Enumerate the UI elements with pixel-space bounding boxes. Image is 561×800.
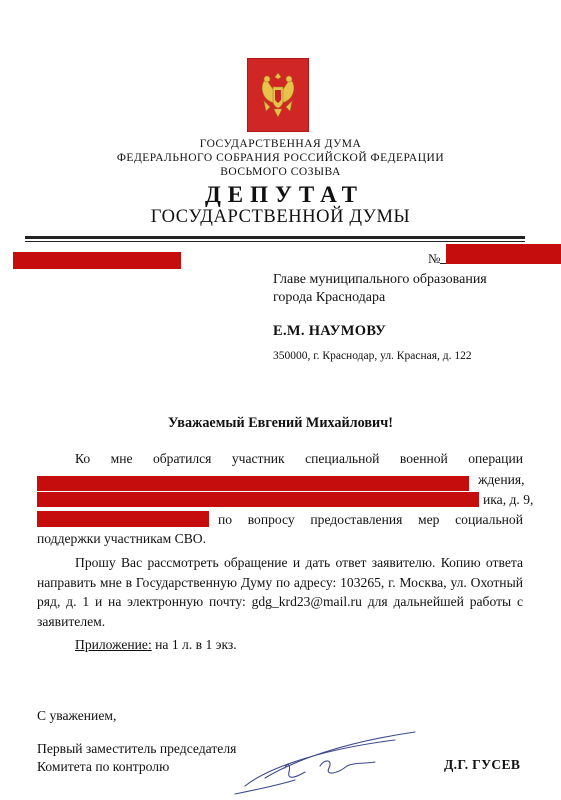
body-p1-line4: поддержки участникам СВО. (37, 531, 206, 546)
letterhead-line-1: ГОСУДАРСТВЕННАЯ ДУМА (199, 138, 362, 150)
redaction-line-2 (37, 476, 469, 491)
signatory-position-line-1: Первый заместитель председателя (37, 741, 237, 756)
redaction-line-3 (37, 492, 479, 507)
body-p1-line1: Ко мне обратился участник специальной военной операции (75, 451, 523, 466)
body-p2: Прошу Вас рассмотреть обращение и дать ответ заявителю. Копию ответа направить мне в Государственную Думу по адресу: 103265, г. Москва, ул. Охотный ряд, д. 1 и на электронную почту: gdg_krd23@mail.ru для дальнейшей работы с заявителем. (37, 555, 523, 629)
letterhead-line-3: ВОСЬМОГО СОЗЫВА (220, 166, 341, 178)
redaction-line-4 (37, 511, 209, 527)
double-headed-eagle-icon (256, 67, 300, 123)
attachment-label: Приложение: (75, 637, 152, 652)
redaction-date (13, 252, 181, 269)
body-p1-fragment-1: ждения, (478, 472, 525, 487)
addressee-line-1: Главе муниципального образования (273, 272, 487, 287)
addressee-name: Е.М. НАУМОВУ (273, 323, 387, 339)
redaction-reference-number (446, 244, 561, 264)
addressee-postal: 350000, г. Краснодар, ул. Красная, д. 122 (273, 350, 472, 362)
letterhead-rule-thin (25, 241, 525, 242)
salutation: Уважаемый Евгений Михайлович! (168, 415, 393, 431)
letterhead-subtitle: ГОСУДАРСТВЕННОЙ ДУМЫ (150, 207, 411, 227)
letterhead-title: ДЕПУТАТ (204, 182, 365, 207)
signatory-position-line-2: Комитета по контролю (37, 759, 170, 774)
closing: С уважением, (37, 708, 117, 723)
signatory-name: Д.Г. ГУСЕВ (444, 757, 521, 772)
attachment-text: на 1 л. в 1 экз. (155, 637, 237, 652)
letterhead-rule-thick (25, 236, 525, 239)
body-p1-fragment-3: по вопросу предоставления мер социальной (218, 512, 523, 527)
body-p1-fragment-2: ика, д. 9, (483, 492, 534, 507)
number-sign: № (428, 251, 441, 266)
addressee-line-2: города Краснодара (273, 290, 386, 305)
letterhead-line-2: ФЕДЕРАЛЬНОГО СОБРАНИЯ РОССИЙСКОЙ ФЕДЕРАЦИИ (116, 152, 445, 164)
state-emblem (247, 58, 309, 132)
attachment (75, 635, 237, 655)
handwritten-signature (225, 720, 435, 800)
